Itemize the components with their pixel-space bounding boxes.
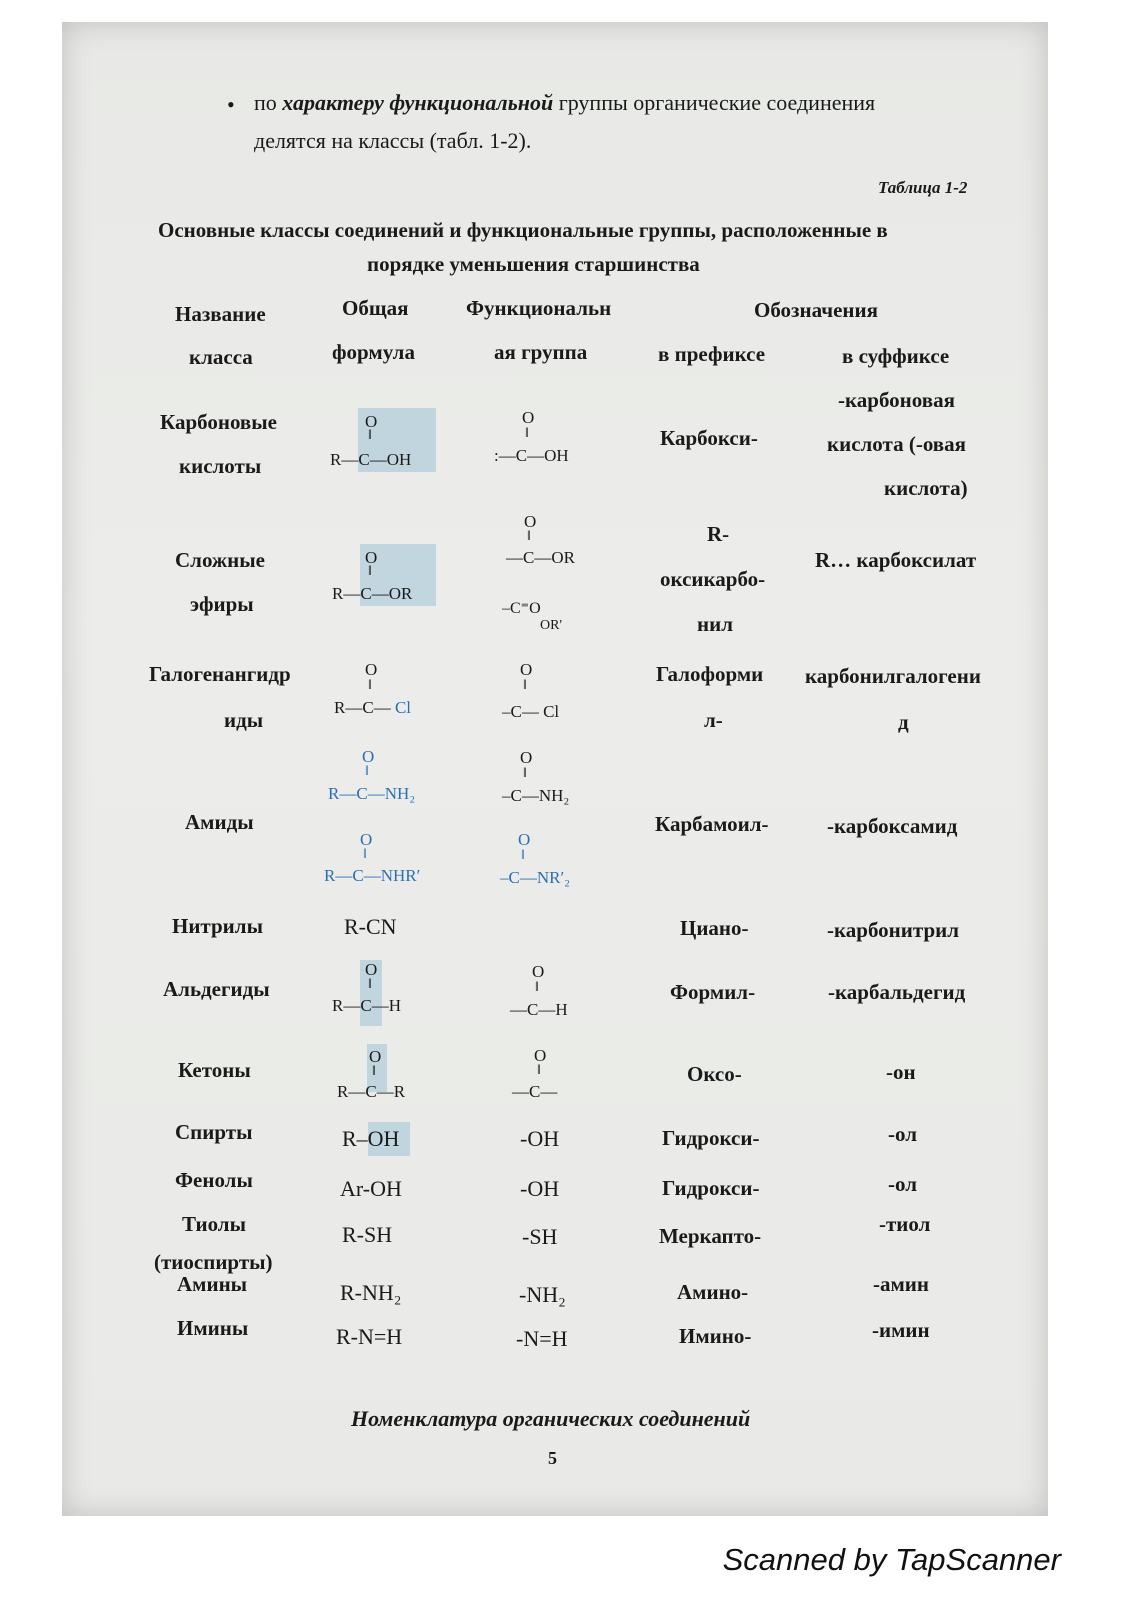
chem-formula-halide: R—C— Cl [334,698,411,717]
row-halides-prefix-2: л- [704,708,723,732]
chem-double-bond: ‖ [537,1063,541,1078]
chem-formula-ketone: R—C—R [337,1082,406,1101]
chem-carbonyl-oxygen: O [365,412,378,431]
chem-group-oxygen: O [520,748,533,767]
row-esters-prefix-2: оксикарбо- [660,567,766,591]
header-group-2: ая группа [494,340,588,364]
row-amines-suffix: -амин [873,1272,929,1296]
row-imines-formula: R-N=H [336,1324,403,1349]
table-label: Таблица 1-2 [878,178,968,197]
chem-group-oxygen: O [534,1046,547,1065]
chem-group-oxygen: O [524,512,537,531]
chem-atom: O [529,600,541,617]
intro-line-2: делятся на классы (табл. 1-2). [254,128,532,153]
chem-group-oxygen: O [518,830,531,849]
chem-atom: C [523,548,535,567]
row-carboxylic-name-1: Карбоновые [160,410,277,434]
chem-group-oxygen: O [520,660,533,679]
row-carboxylic-suffix-1: -карбоновая [838,388,955,412]
chem-double-bond: ‖ [521,848,525,863]
chem-atom: : [494,446,499,465]
row-imines-group: -N=H [516,1326,568,1351]
chem-group-halide: –C— Cl [502,702,560,721]
bullet-dot: • [227,92,235,117]
row-imines-name: Имины [177,1316,249,1340]
row-imines-prefix: Имино- [679,1324,752,1348]
header-designations: Обозначения [754,298,878,322]
row-thiols-name-1: Тиолы [182,1212,246,1236]
chem-double-bond: ‖ [523,766,527,781]
chem-group-ester: —C—OR [506,548,575,567]
chem-group-carboxyl: :—C—OH [494,446,569,465]
row-amides-name: Амиды [185,810,254,834]
row-nitriles-name: Нитрилы [172,914,263,938]
chem-atom: OR [551,548,575,567]
row-amides-prefix: Карбамоил- [655,812,769,836]
chem-atom: Cl [394,698,411,717]
chem-carbonyl-oxygen: O [365,660,378,679]
row-amides-suffix: -карбоксамид [827,814,958,838]
chem-atom: Cl [543,702,560,721]
chem-group-oxygen: O [532,962,545,981]
row-thiols-formula: R-SH [342,1222,393,1247]
row-esters-prefix-1: R- [707,522,730,546]
row-phenols-suffix: -ол [888,1172,917,1196]
row-ketones-prefix: Оксо- [687,1062,742,1086]
row-halides-suffix-1: карбонилгалогени [805,664,981,688]
header-group-1: Функциональн [466,296,612,320]
row-phenols-formula: Ar-OH [340,1176,402,1201]
row-aldehydes-prefix: Формил- [670,980,756,1004]
header-suffix: в суффиксе [842,344,950,368]
chem-atom: R [337,1082,349,1101]
chem-atom: R [393,1082,406,1101]
chem-atom: C [515,446,528,465]
intro-post: группы органические соединения [558,90,876,115]
chem-atom: OH [544,446,569,465]
chem-formula-carboxylic: R—C—OH [330,450,412,469]
row-halides-name-1: Галогенангидр [149,662,291,686]
row-nitriles-formula: R-CN [344,914,397,939]
row-alcohols-formula: R–OH [342,1126,400,1151]
chem-group-ester-alt: –C⁼O [502,600,541,617]
row-esters-name-2: эфиры [190,592,254,616]
caption-line-1: Основные классы соединений и функциональные группы, расположенные в [158,218,888,242]
row-carboxylic-suffix-2: кислота (-овая [827,432,967,456]
chem-atom: NHR′ [380,866,421,885]
row-amines-name: Амины [177,1272,248,1296]
chem-formula-amide: R—C—NH₂ [328,784,416,803]
row-ketones-name: Кетоны [178,1058,251,1082]
row-alcohols-group: -OH [520,1126,560,1151]
row-phenols-prefix: Гидрокси- [662,1176,760,1200]
chem-ester-or-prime: OR' [540,618,562,633]
chem-group-oxygen: O [522,408,535,427]
row-alcohols-name: Спирты [175,1120,253,1144]
intro-pre: по [254,90,277,115]
chem-atom: C [527,1000,539,1019]
header-name-1: Название [175,302,266,326]
header-name-2: класса [189,345,253,369]
row-amines-formula: R-NH₂ [340,1280,402,1305]
row-imines-suffix: -имин [872,1318,930,1342]
chem-atom: C [365,1082,377,1101]
caption-line-2: порядке уменьшения старшинства [367,252,700,276]
chem-double-bond: ‖ [363,847,367,862]
page-number: 5 [548,1448,557,1468]
row-halides-name-2: иды [224,708,264,732]
chem-atom: R [332,996,344,1015]
row-halides-prefix-1: Галоформи [656,662,764,686]
chem-group-aldehyde: —C—H [510,1000,568,1019]
chem-carbonyl-oxygen: O [365,548,378,567]
row-nitriles-suffix: -карбонитрил [827,918,960,942]
chem-atom: C [362,698,374,717]
row-alcohols-suffix: -ол [888,1122,917,1146]
section-heading: Номенклатура органических соединений [351,1406,751,1431]
chem-group-amide: –C—NH₂ [502,786,570,805]
chem-atom: C [360,584,372,603]
row-phenols-group: -OH [520,1176,560,1201]
chem-carbonyl-oxygen: O [369,1047,382,1066]
chem-atom: C [360,996,372,1015]
row-carboxylic-name-2: кислоты [179,454,262,478]
row-thiols-prefix: Меркапто- [659,1224,762,1248]
intro-line-1 [254,90,875,116]
chem-atom: R [330,450,342,469]
row-esters-suffix: R… карбоксилат [815,548,977,572]
chem-atom: C [510,702,522,721]
row-thiols-name-2: (тиоспирты) [154,1250,273,1274]
chem-atom: NH₂ [538,786,570,805]
row-amines-group: -NH₂ [519,1282,566,1307]
chem-atom: C [352,866,364,885]
chem-double-bond: ‖ [368,977,372,992]
chem-atom: NH₂ [384,784,416,803]
chem-atom: R [324,866,336,885]
chem-atom: R [334,698,346,717]
chem-carbonyl-oxygen: O [360,830,373,849]
chem-atom: R [328,784,340,803]
chem-group-amide-sub: –C—NR′₂ [500,868,571,887]
chem-group-ketone: —C— [512,1082,558,1101]
header-prefix: в префиксе [658,342,766,366]
row-aldehydes-name: Альдегиды [163,977,270,1001]
chem-double-bond: ‖ [525,426,529,441]
chem-atom: R [332,584,344,603]
chem-double-bond: ‖ [523,678,527,693]
chem-double-bond: ‖ [365,764,369,779]
row-nitriles-prefix: Циано- [680,916,749,940]
row-aldehydes-suffix: -карбальдегид [828,980,966,1004]
scanner-watermark: Scanned by TapScanner [722,1542,1061,1577]
chem-atom: C [510,786,522,805]
chem-atom: OR [388,584,413,603]
chem-atom: C [529,1082,541,1101]
chem-double-bond: ‖ [368,564,372,579]
row-thiols-group: -SH [522,1224,558,1249]
chem-formula-aldehyde: R—C—H [332,996,401,1015]
chem-double-bond: ‖ [372,1064,376,1079]
chem-carbonyl-oxygen: O [362,747,375,766]
header-formula-1: Общая [342,296,409,320]
chem-double-bond: ‖ [535,980,539,995]
document-page [62,22,1048,1516]
row-amines-prefix: Амино- [677,1280,749,1304]
row-carboxylic-suffix-3: кислота) [884,476,968,500]
chem-double-bond: ‖ [527,529,531,544]
row-halides-suffix-2: д [898,710,909,734]
row-thiols-suffix: -тиол [879,1212,931,1236]
intro-emphasis: характеру функциональной [282,90,554,115]
row-alcohols-prefix: Гидрокси- [662,1126,760,1150]
row-carboxylic-prefix: Карбокси- [660,426,758,450]
chem-double-bond: ‖ [368,428,372,443]
chem-atom: C [510,600,521,617]
chem-formula-ester: R—C—OR [332,584,413,603]
chem-double-bond: ‖ [368,678,372,693]
chem-atom: H [555,1000,568,1019]
row-ketones-suffix: -он [886,1060,916,1084]
chem-atom: C [356,784,368,803]
header-formula-2: формула [332,340,415,364]
row-phenols-name: Фенолы [175,1168,253,1192]
row-esters-name-1: Сложные [175,548,265,572]
chem-atom: H [388,996,401,1015]
row-esters-prefix-3: нил [697,612,733,636]
chem-carbonyl-oxygen: O [365,960,378,979]
chem-formula-amide-sub: R—C—NHR′ [324,866,421,885]
chem-atom: OH [386,450,412,469]
chem-atom: C [358,450,370,469]
chem-atom: C [508,868,520,887]
chem-atom: NR′₂ [536,868,571,887]
